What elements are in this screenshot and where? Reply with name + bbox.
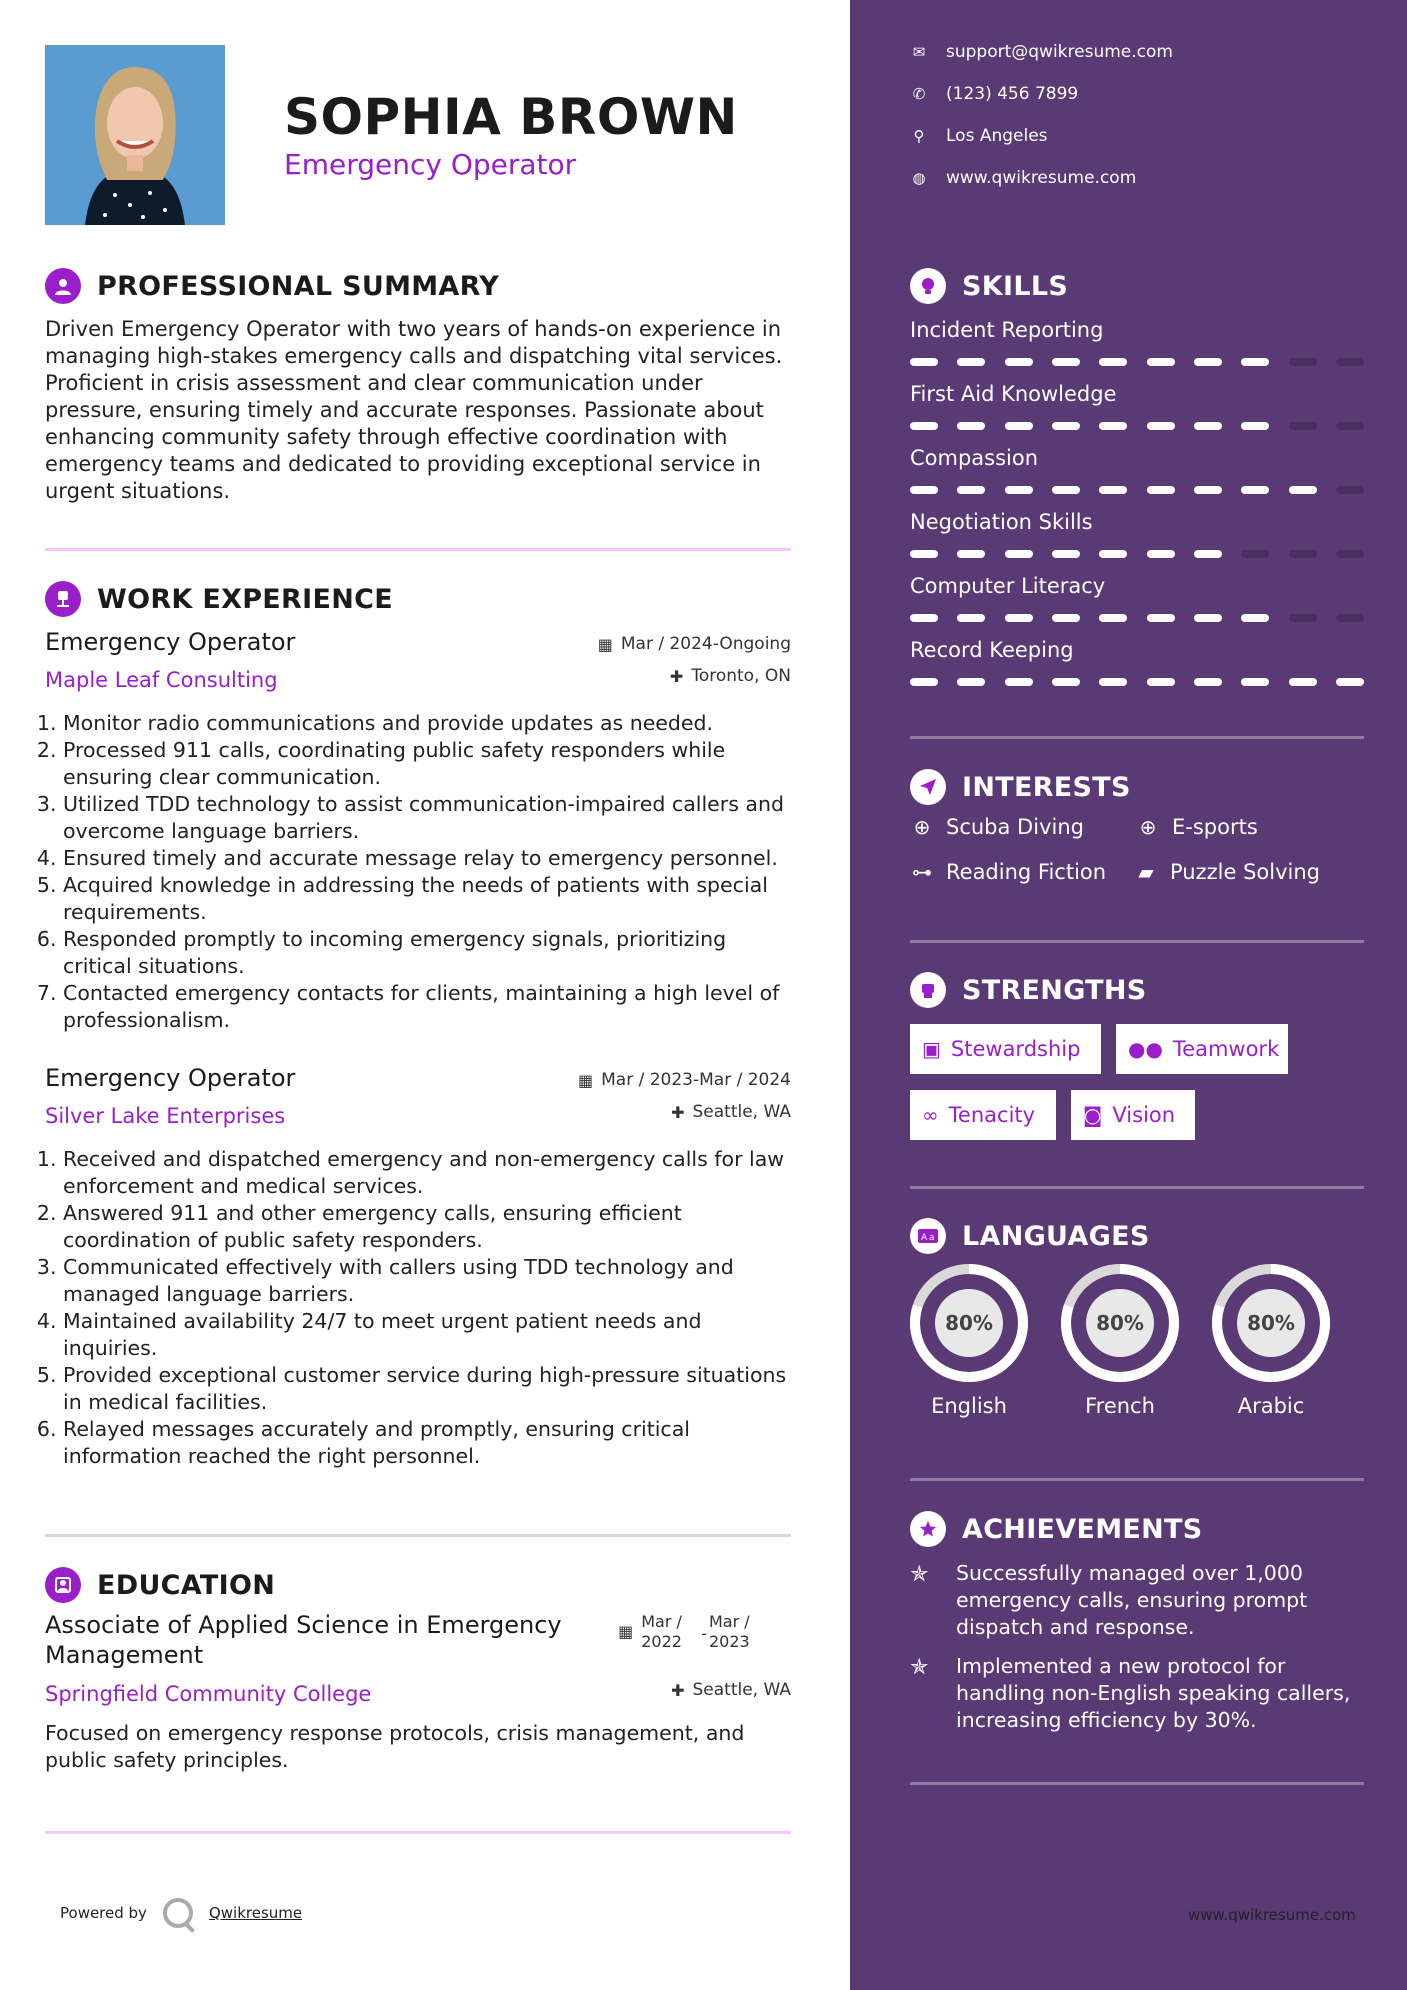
- strength-tag: [1071, 1090, 1195, 1140]
- skill-level-bar: [910, 422, 1364, 430]
- calendar-icon: ▦: [577, 1070, 594, 1090]
- lightbulb-icon: [910, 268, 946, 304]
- skill-dash-filled: [1194, 678, 1222, 686]
- skill-dash-filled: [1194, 358, 1222, 366]
- divider: [45, 548, 791, 551]
- skill-item: [910, 446, 1364, 494]
- website-text[interactable]: www.qwikresume.com: [946, 168, 1137, 188]
- skill-dash-filled: [1241, 614, 1269, 622]
- edu-location-text: Seattle, WA: [692, 1680, 791, 1700]
- skills-heading: SKILLS: [962, 270, 1069, 302]
- skill-dash-filled: [1289, 678, 1317, 686]
- skill-dash-filled: [1052, 358, 1080, 366]
- skill-dash-filled: [1099, 614, 1127, 622]
- star-icon: ✯: [910, 1655, 929, 1680]
- skill-dash-filled: [1052, 614, 1080, 622]
- skill-dash-filled: [1194, 614, 1222, 622]
- edu-school: Springfield Community College: [45, 1682, 372, 1706]
- skill-level-bar: [910, 358, 1364, 366]
- job-entry: [45, 628, 791, 1034]
- list-item: 6. Relayed messages accurately and promptly, ensuring critical information reached the right personnel.: [63, 1416, 791, 1470]
- skill-item: [910, 318, 1364, 366]
- list-item: 3. Communicated effectively with callers using TDD technology and managed language barriers.: [63, 1254, 791, 1308]
- job-duties: [45, 1146, 791, 1470]
- job-title: Emergency Operator: [45, 1064, 296, 1092]
- skill-dash-filled: [1099, 550, 1127, 558]
- achievement-item: [910, 1560, 1370, 1641]
- edu-date-end: Mar / 2023: [709, 1612, 750, 1651]
- skill-name: Incident Reporting: [910, 318, 1104, 342]
- translate-icon: [910, 1218, 946, 1254]
- contact-phone: [910, 84, 1078, 104]
- interest-label: E-sports: [1172, 815, 1258, 839]
- divider: [910, 940, 1364, 943]
- skill-dash-filled: [957, 678, 985, 686]
- skill-item: [910, 382, 1364, 430]
- qwikresume-link[interactable]: Qwikresume: [208, 1904, 303, 1922]
- skill-name: Computer Literacy: [910, 574, 1106, 598]
- edu-dates: [618, 1612, 769, 1652]
- job-duties: [45, 710, 791, 1034]
- briefcase-icon: ▣: [922, 1037, 941, 1061]
- edu-location: [671, 1680, 791, 1700]
- user-icon: [45, 268, 81, 304]
- skill-dash-filled: [1194, 422, 1222, 430]
- skill-dash-filled: [910, 422, 938, 430]
- skill-dash-filled: [910, 678, 938, 686]
- envelope-icon: ✉: [912, 43, 926, 61]
- strength-label: Vision: [1112, 1103, 1176, 1127]
- edu-description: Focused on emergency response protocols, crisis management, and public safety principles.: [45, 1721, 745, 1772]
- job-date: [598, 634, 791, 654]
- skill-dash-filled: [910, 550, 938, 558]
- skill-item: [910, 510, 1364, 558]
- sidebar: [850, 0, 1407, 1990]
- edu-date-separator: -: [701, 1624, 707, 1643]
- job-company: Silver Lake Enterprises: [45, 1104, 286, 1128]
- list-item: 6. Responded promptly to incoming emergency signals, prioritizing critical situations.: [63, 926, 791, 980]
- divider: [910, 1478, 1364, 1481]
- job-date: [578, 1070, 791, 1090]
- job-location: [670, 666, 791, 686]
- skill-dash-filled: [910, 614, 938, 622]
- skill-dash-empty: [1289, 358, 1317, 366]
- edu-date-start: Mar / 2022: [641, 1612, 682, 1651]
- footer-branding: [60, 1898, 302, 1928]
- location-text: Los Angeles: [946, 126, 1048, 146]
- skill-dash-filled: [910, 486, 938, 494]
- language-name: English: [931, 1394, 1007, 1418]
- interest-label: Puzzle Solving: [1170, 860, 1320, 884]
- skill-dash-empty: [1336, 486, 1364, 494]
- achievements-heading: ACHIEVEMENTS: [962, 1513, 1203, 1545]
- language-percent: 80%: [1096, 1311, 1144, 1335]
- skill-dash-filled: [1005, 422, 1033, 430]
- calendar-icon: ▦: [597, 634, 613, 654]
- edu-degree: Associate of Applied Science in Emergency Management: [45, 1611, 562, 1669]
- list-item: 5. Provided exceptional customer service during high-pressure situations in medical facilities.: [63, 1362, 791, 1416]
- list-item: 2. Processed 911 calls, coordinating public safety responders while ensuring clear communication.: [63, 737, 791, 791]
- interest-label: Reading Fiction: [946, 860, 1107, 884]
- skill-dash-filled: [957, 486, 985, 494]
- divider: [45, 1831, 791, 1834]
- skill-name: Negotiation Skills: [910, 510, 1093, 534]
- skill-dash-filled: [1241, 678, 1269, 686]
- candidate-title: Emergency Operator: [284, 148, 577, 181]
- education-entry: [45, 1610, 791, 1774]
- skill-dash-filled: [910, 358, 938, 366]
- skill-name: Compassion: [910, 446, 1039, 470]
- gamepad-icon: ⊶: [912, 860, 932, 884]
- experience-heading: WORK EXPERIENCE: [97, 583, 393, 615]
- skill-dash-empty: [1289, 550, 1317, 558]
- skill-dash-filled: [1336, 678, 1364, 686]
- list-item: 1. Received and dispatched emergency and non-emergency calls for law enforcement and medical services.: [63, 1146, 791, 1200]
- phone-icon: ✆: [912, 85, 926, 103]
- email-text[interactable]: support@qwikresume.com: [946, 42, 1173, 62]
- language-percent: 80%: [1247, 1311, 1295, 1335]
- language-percent: 80%: [945, 1311, 993, 1335]
- podium-icon: [45, 581, 81, 617]
- skill-dash-filled: [1194, 550, 1222, 558]
- strength-label: Teamwork: [1172, 1037, 1280, 1061]
- skill-dash-filled: [1241, 486, 1269, 494]
- skill-dash-filled: [1052, 550, 1080, 558]
- lifebuoy-icon: ⊕: [1139, 815, 1157, 839]
- star-badge-icon: [910, 1511, 946, 1547]
- skill-dash-filled: [1147, 614, 1175, 622]
- powered-by-text: Powered by: [60, 1904, 147, 1922]
- divider: [45, 1534, 791, 1537]
- strength-tag: [910, 1090, 1056, 1140]
- skill-dash-filled: [1052, 422, 1080, 430]
- skills-header: [910, 268, 1068, 304]
- skill-item: [910, 574, 1364, 622]
- list-item: 3. Utilized TDD technology to assist communication-impaired callers and overcome language barriers.: [63, 791, 791, 845]
- book-icon: ▰: [1138, 860, 1154, 884]
- lifebuoy-icon: ⊕: [913, 815, 931, 839]
- achievement-text: Implemented a new protocol for handling non-English speaking callers, increasing efficiency by 30%.: [956, 1654, 1351, 1732]
- footer-website[interactable]: www.qwikresume.com: [1188, 1906, 1356, 1924]
- star-icon: ✯: [910, 1562, 929, 1587]
- skill-dash-filled: [957, 358, 985, 366]
- skill-dash-empty: [1336, 358, 1364, 366]
- svg-text:a: a: [929, 1233, 935, 1243]
- skill-dash-filled: [1194, 486, 1222, 494]
- contact-website: [910, 168, 1136, 188]
- link-icon: ∞: [922, 1103, 939, 1127]
- job-location: [671, 1102, 791, 1122]
- languages-header: [910, 1218, 1150, 1254]
- job-date-text: Mar / 2023-Mar / 2024: [601, 1070, 791, 1090]
- skill-dash-empty: [1336, 422, 1364, 430]
- map-pin-icon: ⚲: [913, 127, 925, 145]
- strength-label: Tenacity: [948, 1103, 1036, 1127]
- profile-photo: [45, 45, 225, 225]
- language-item: [908, 1262, 1030, 1418]
- language-name: Arabic: [1237, 1394, 1305, 1418]
- skill-dash-filled: [1147, 422, 1175, 430]
- achievement-item: [910, 1653, 1370, 1734]
- skill-dash-filled: [1241, 422, 1269, 430]
- strength-tag: [910, 1024, 1101, 1074]
- skill-dash-filled: [957, 614, 985, 622]
- interest-item: [910, 815, 1084, 839]
- skill-dash-filled: [1052, 486, 1080, 494]
- language-item: [1210, 1262, 1332, 1418]
- skill-dash-filled: [1005, 550, 1033, 558]
- interests-header: [910, 769, 1131, 805]
- skill-dash-filled: [1099, 678, 1127, 686]
- interest-item: [1136, 815, 1258, 839]
- education-heading: EDUCATION: [97, 1569, 276, 1601]
- job-title: Emergency Operator: [45, 628, 296, 656]
- job-entry: [45, 1064, 791, 1470]
- qwikresume-logo-icon: [163, 1898, 193, 1928]
- contact-location: [910, 126, 1048, 146]
- language-ring: [1210, 1262, 1332, 1384]
- summary-heading: PROFESSIONAL SUMMARY: [97, 270, 500, 302]
- divider: [910, 1186, 1364, 1189]
- fist-icon: [910, 972, 946, 1008]
- skill-dash-filled: [1147, 358, 1175, 366]
- skill-dash-empty: [1336, 550, 1364, 558]
- skill-level-bar: [910, 614, 1364, 622]
- language-ring: [908, 1262, 1030, 1384]
- languages-heading: LANGUAGES: [962, 1220, 1150, 1252]
- skill-dash-filled: [957, 422, 985, 430]
- skill-level-bar: [910, 678, 1364, 686]
- language-ring: [1059, 1262, 1181, 1384]
- interest-item: [910, 860, 1106, 884]
- skill-dash-filled: [1099, 358, 1127, 366]
- contact-email: [910, 42, 1173, 62]
- skill-dash-filled: [1005, 486, 1033, 494]
- skill-dash-empty: [1289, 422, 1317, 430]
- list-item: 4. Ensured timely and accurate message relay to emergency personnel.: [63, 845, 791, 872]
- job-company: Maple Leaf Consulting: [45, 668, 278, 692]
- binoculars-icon: ◙: [1083, 1103, 1103, 1127]
- job-location-text: Toronto, ON: [691, 666, 791, 686]
- skill-dash-filled: [1099, 422, 1127, 430]
- skill-dash-empty: [1241, 550, 1269, 558]
- skill-dash-filled: [1005, 614, 1033, 622]
- calendar-icon: ▦: [618, 1622, 634, 1641]
- globe-icon: ◍: [912, 169, 926, 187]
- paper-plane-icon: [910, 769, 946, 805]
- skill-dash-filled: [1147, 550, 1175, 558]
- skill-dash-filled: [957, 550, 985, 558]
- skill-dash-empty: [1289, 614, 1317, 622]
- skill-dash-filled: [1052, 678, 1080, 686]
- phone-text: (123) 456 7899: [946, 84, 1079, 104]
- strength-label: Stewardship: [950, 1037, 1081, 1061]
- strengths-header: [910, 972, 1147, 1008]
- skill-name: Record Keeping: [910, 638, 1074, 662]
- skill-dash-filled: [1005, 678, 1033, 686]
- achievement-text: Successfully managed over 1,000 emergency calls, ensuring prompt dispatch and response.: [956, 1561, 1308, 1639]
- language-item: [1059, 1262, 1181, 1418]
- interests-heading: INTERESTS: [962, 771, 1131, 803]
- skill-dash-filled: [1289, 486, 1317, 494]
- achievements-header: [910, 1511, 1203, 1547]
- summary-text: Driven Emergency Operator with two years of hands-on experience in managing high-stakes emergency calls and dispatching vital services. Proficient in crisis assessment and clear communication under pressure, ensuring timely and accurate responses. Passionate about enhancing community safety through effective coordination with emergency teams and dedicated to providing exceptional service in urgent situations.: [45, 317, 783, 503]
- skill-name: First Aid Knowledge: [910, 382, 1117, 406]
- skill-dash-filled: [1147, 486, 1175, 494]
- list-item: 5. Acquired knowledge in addressing the needs of patients with special requirements.: [63, 872, 791, 926]
- skill-dash-filled: [1005, 358, 1033, 366]
- pin-icon: ✚: [671, 1102, 685, 1122]
- job-date-text: Mar / 2024-Ongoing: [620, 634, 791, 654]
- summary-header: [45, 268, 499, 304]
- list-item: 7. Contacted emergency contacts for clients, maintaining a high level of professionalism.: [63, 980, 791, 1034]
- experience-header: [45, 581, 393, 617]
- candidate-name: SOPHIA BROWN: [284, 88, 738, 146]
- skill-level-bar: [910, 486, 1364, 494]
- users-icon: ●●: [1128, 1037, 1163, 1061]
- list-item: 2. Answered 911 and other emergency calls, ensuring efficient coordination of public safety responders.: [63, 1200, 791, 1254]
- divider: [910, 736, 1364, 739]
- skill-dash-empty: [1336, 614, 1364, 622]
- strength-tag: [1116, 1024, 1288, 1074]
- skill-dash-filled: [1147, 678, 1175, 686]
- list-item: 1. Monitor radio communications and provide updates as needed.: [63, 710, 791, 737]
- interest-label: Scuba Diving: [946, 815, 1084, 839]
- job-location-text: Seattle, WA: [692, 1102, 791, 1122]
- interest-item: [1134, 860, 1320, 884]
- pin-icon: ✚: [669, 666, 684, 686]
- skill-level-bar: [910, 550, 1364, 558]
- language-name: French: [1085, 1394, 1155, 1418]
- skill-item: [910, 638, 1364, 686]
- list-item: 4. Maintained availability 24/7 to meet urgent patient needs and inquiries.: [63, 1308, 791, 1362]
- graduate-icon: [45, 1567, 81, 1603]
- strengths-heading: STRENGTHS: [962, 974, 1147, 1006]
- skill-dash-filled: [1241, 358, 1269, 366]
- skill-dash-filled: [1099, 486, 1127, 494]
- svg-text:A: A: [921, 1233, 928, 1243]
- divider: [910, 1782, 1364, 1785]
- education-header: [45, 1567, 275, 1603]
- pin-icon: ✚: [671, 1680, 685, 1700]
